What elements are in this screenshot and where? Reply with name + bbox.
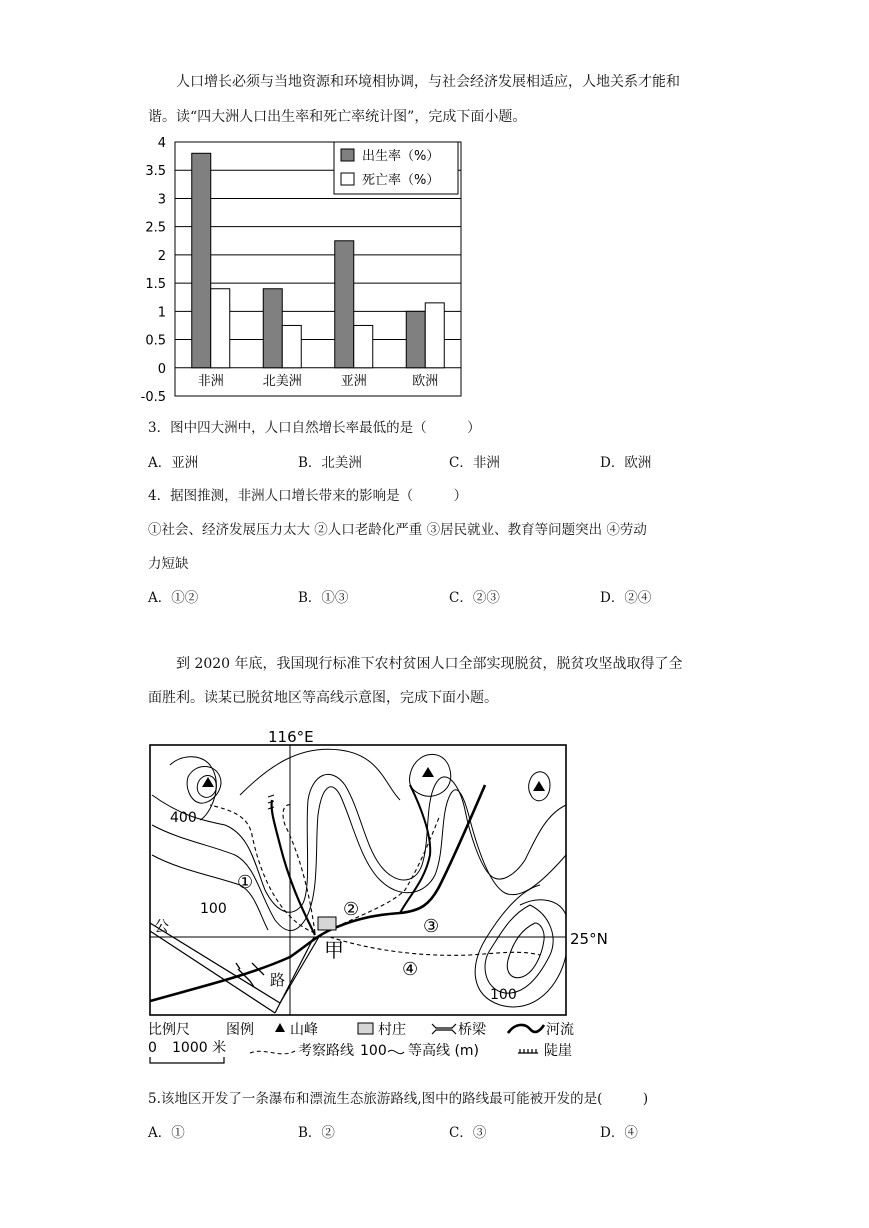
contour-map: [140, 725, 610, 1065]
y-tick-label: 0.5: [145, 333, 166, 349]
q3-option-a: A．亚洲: [148, 455, 199, 471]
peak-icon-center: [422, 767, 434, 777]
legend-village-icon: [358, 1023, 373, 1034]
q5-option-b: B．②: [298, 1125, 335, 1141]
route-label-2: ②: [343, 899, 360, 920]
q5-option-a: A．①: [148, 1125, 185, 1141]
q4-items-line2: 力短缺: [148, 556, 189, 572]
chart-category-labels: [198, 373, 439, 389]
contour-label-400: 400: [170, 810, 197, 826]
river-branch-1: [272, 800, 315, 935]
bar-death-3: [425, 303, 444, 368]
intro2-line2: 面胜利。读某已脱贫地区等高线示意图，完成下面小题。: [148, 690, 498, 706]
scale-zero: 0: [148, 1040, 157, 1056]
legend-cliff-label: 陡崖: [544, 1043, 572, 1059]
bar-death-2: [354, 325, 373, 367]
longitude-label: 116°E: [268, 728, 314, 746]
q5-option-d: D．④: [600, 1125, 638, 1141]
scale-bar: [150, 1057, 224, 1063]
bar-birth-1: [263, 289, 282, 368]
q4-items-line1: ①社会、经济发展压力太大 ②人口老龄化严重 ③居民就业、教育等问题突出 ④劳动: [148, 522, 647, 538]
legend-cliff-icon: [518, 1049, 538, 1053]
q5-stem: 5.该地区开发了一条瀑布和漂流生态旅游路线,图中的路线最可能被开发的是( ): [148, 1091, 649, 1107]
legend-bridge-icon: [432, 1024, 456, 1034]
bar-birth-3: [406, 311, 425, 367]
legend-river-icon: [508, 1025, 544, 1033]
legend-swatch-birth: [341, 149, 354, 161]
contour-lines: [152, 749, 566, 1007]
y-tick-label: 1: [157, 305, 166, 321]
road-label-lu: 路: [270, 971, 286, 989]
bar-birth-0: [192, 153, 211, 367]
y-tick-label: 3.5: [145, 164, 166, 180]
y-tick-label: 2.5: [145, 220, 166, 236]
q4-option-b: B．①③: [298, 590, 349, 606]
legend-route-label: 考察路线: [298, 1043, 354, 1059]
q4-option-a: A．①②: [148, 590, 199, 606]
route-4: [330, 937, 540, 955]
contour-east-1: [485, 905, 553, 993]
q3-option-d: D．欧洲: [600, 455, 652, 471]
q4-option-c: C．②③: [449, 590, 500, 606]
road-right: [150, 931, 275, 1013]
legend-label-birth: 出生率（%）: [362, 149, 440, 164]
q4-stem: 4．据图推测，非洲人口增长带来的影响是（ ）: [148, 488, 468, 504]
bar-death-1: [282, 325, 301, 367]
legend-route-icon: [250, 1051, 295, 1054]
y-tick-label: 0: [157, 361, 166, 377]
bar-chart: [140, 135, 470, 405]
category-label: 亚洲: [340, 374, 367, 389]
legend-peak-icon: [275, 1023, 285, 1032]
legend-contour-num: 100: [360, 1043, 387, 1059]
legend-river-label: 河流: [546, 1022, 574, 1038]
contour-east-2: [507, 923, 544, 978]
y-tick-label: 2: [157, 248, 166, 264]
village-label: 甲: [324, 938, 344, 962]
legend-title: 图例: [226, 1022, 254, 1038]
contour-10: [520, 900, 566, 915]
q5-option-c: C．③: [449, 1125, 487, 1141]
scale-value: 1000 米: [172, 1040, 227, 1056]
latitude-label: 25°N: [570, 930, 608, 948]
legend-label-death: 死亡率（%）: [362, 173, 440, 188]
chart-y-tick-labels: [141, 136, 166, 405]
route-label-3: ③: [423, 916, 440, 937]
y-tick-label: 1.5: [145, 277, 166, 293]
route-label-1: ①: [237, 872, 254, 893]
y-tick-label: 3: [157, 192, 166, 208]
bar-birth-2: [335, 241, 354, 368]
route-label-4: ④: [402, 959, 419, 980]
q3-option-c: C．非洲: [449, 455, 500, 471]
legend-contour-label: 等高线 (m): [408, 1043, 480, 1059]
category-label: 欧洲: [412, 374, 439, 389]
legend-bridge-label: 桥梁: [458, 1022, 486, 1038]
y-tick-label: 4: [157, 136, 166, 151]
map-legend: [148, 1021, 574, 1063]
legend-swatch-death: [341, 173, 354, 185]
q3-stem: 3．图中四大洲中，人口自然增长率最低的是（ ）: [148, 420, 481, 436]
legend-contour-icon: [388, 1050, 404, 1053]
road-left: [150, 923, 280, 1003]
contour-label-100: 100: [200, 901, 227, 917]
contour-label-100-east: 100: [490, 987, 517, 1003]
peak-icon-west: [202, 777, 214, 787]
intro2-line1: 到 2020 年底，我国现行标准下农村贫困人口全部实现脱贫，脱贫攻坚战取得了全: [176, 656, 683, 672]
category-label: 北美洲: [262, 374, 302, 389]
chart-legend: [334, 142, 458, 194]
q4-option-d: D．②④: [600, 590, 652, 606]
intro1-line2: 谐。读“四大洲人口出生率和死亡率统计图”，完成下面小题。: [148, 109, 527, 125]
peak-icon-east: [533, 781, 545, 791]
y-tick-label: -0.5: [140, 390, 166, 405]
q3-option-b: B．北美洲: [298, 455, 362, 471]
village-marker: [318, 917, 336, 930]
route-lines: [210, 805, 540, 956]
road-label-gong: 公: [154, 917, 170, 935]
intro1-line1: 人口增长必须与当地资源和环境相协调，与社会经济发展相适应，人地关系才能和: [176, 74, 680, 90]
category-label: 非洲: [197, 374, 224, 389]
legend-village-label: 村庄: [378, 1022, 406, 1038]
contour-9: [240, 749, 400, 800]
scale-title: 比例尺: [148, 1022, 190, 1038]
legend-peak-label: 山峰: [290, 1022, 318, 1038]
bar-death-0: [211, 289, 230, 368]
